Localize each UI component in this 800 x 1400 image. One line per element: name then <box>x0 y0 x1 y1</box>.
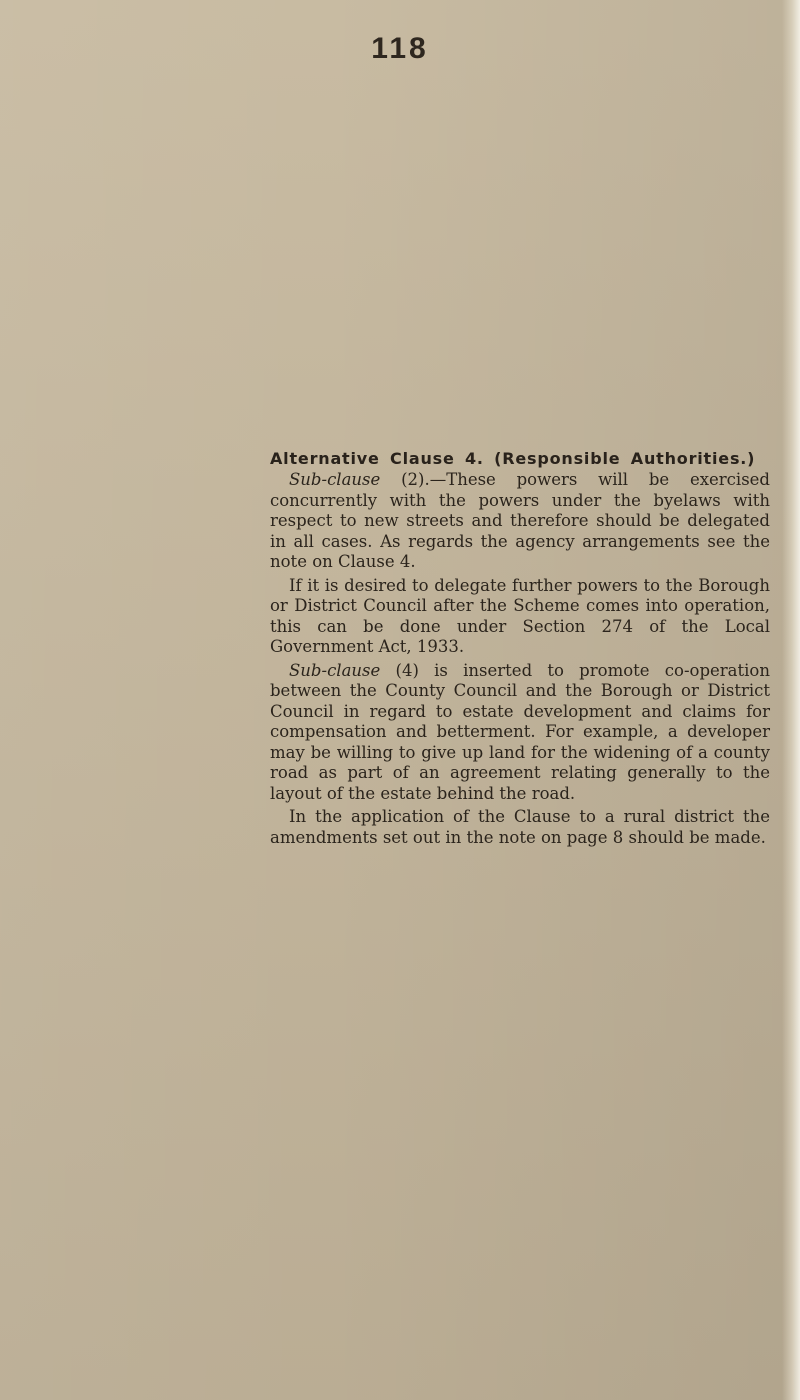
page-edge-shadow <box>782 0 800 1400</box>
paragraph-text: (4) is inserted to promote co-operation between the County Council and the Borough or District Council in regard to estate development and claims for compensation and betterment. For example, a developer may be willing to give up land for the widening of a county road as part of an agreement relating generally to the layout of the estate behind the road. <box>270 660 770 803</box>
page-number: 118 <box>371 32 429 65</box>
paragraph-subclause-4 <box>270 661 770 805</box>
paragraph-lead: Sub-clause <box>289 470 381 489</box>
paragraph-delegation <box>270 576 770 658</box>
section-heading: Alternative Clause 4. (Responsible Authorities.) <box>270 449 756 468</box>
clause-note-section <box>270 448 770 848</box>
paragraph-lead: Sub-clause <box>289 660 381 680</box>
paragraph-rural-district <box>270 807 770 848</box>
paragraph-text: If it is desired to delegate further powers to the Borough or District Council after the Scheme comes into operation, this can be done under Section 274 of the Local Government Act, 1933. <box>270 575 770 656</box>
paragraph-text: In the application of the Clause to a rural district the amendments set out in the note on page 8 should be made. <box>270 807 770 847</box>
paragraph-text: (2).—These powers will be exercised concurrently with the powers under the byelaws with respect to new streets and therefore should be delegated in all cases. As regards the agency arrangements see the note on Clause 4. <box>270 470 770 571</box>
paragraph-subclause-2 <box>270 470 770 573</box>
